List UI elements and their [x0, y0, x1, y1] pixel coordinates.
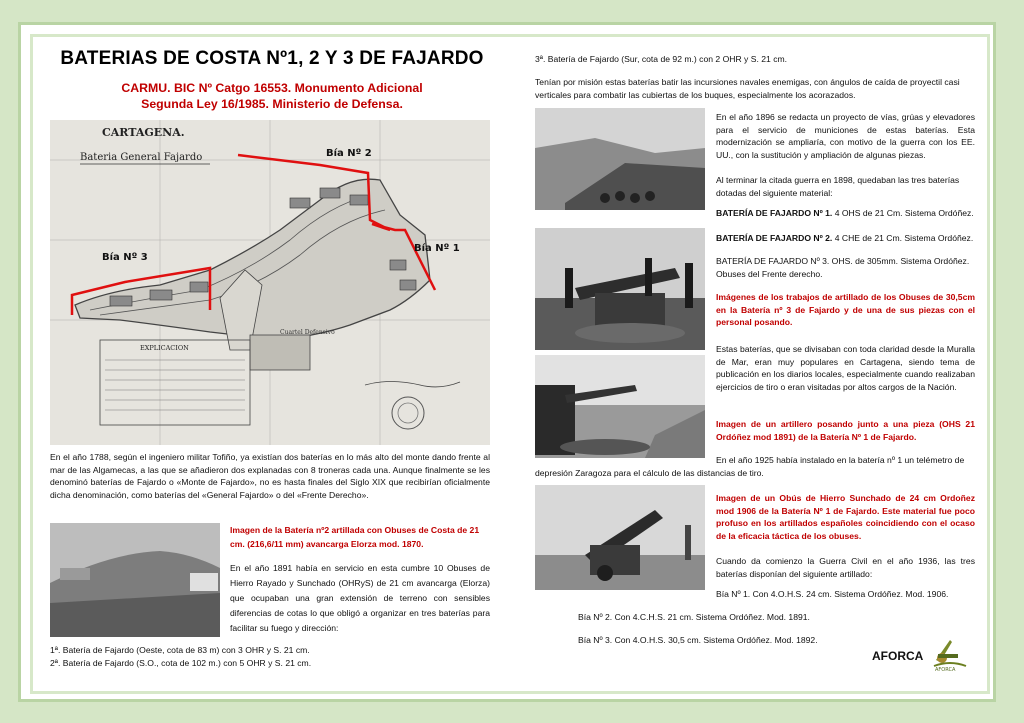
- historic-map-image: [50, 120, 490, 445]
- caption-obus-24cm: Imagen de un Obús de Hierro Sunchado de 24 cm Ordoñez mod 1906 de la Batería Nº 1 de Fajardo. Este material fue poco profuso en los artillados españoles coincidiendo con el ocaso de la eficacia táctica de los obuses.: [716, 493, 975, 541]
- paragraph-1891: En el año 1891 había en servicio en esta cumbre 10 Obuses de Hierro Rayado y Sunchado (OHRyS) de 21 cm avancarga (Elorza) que ocupaban una gran extensión de terreno con sensibles diferencias de cotas lo que obligó a organizar en tres baterías para facilitar su fuego y dirección:: [230, 563, 490, 633]
- aforca-emblem-icon: [930, 632, 970, 672]
- caption-artillero: Imagen de un artillero posando junto a una pieza (OHS 21 Ordóñez mod 1891) de la Batería Nº 1 de Fajardo.: [716, 419, 975, 442]
- munitions-photo: [535, 108, 705, 210]
- paragraph-1936: Cuando da comienzo la Guerra Civil en el año 1936, las tres baterías disponían del siguiente artillado:: [716, 556, 975, 579]
- subtitle-line-2: Segunda Ley 16/1985. Ministerio de Defensa.: [141, 97, 403, 111]
- material-battery-1-text: 4 OHS de 21 Cm. Sistema Ordóñez.: [832, 208, 974, 218]
- obus-305-crew-photo: [535, 228, 705, 350]
- material-battery-2: [716, 232, 975, 245]
- subtitle-line-1: CARMU. BIC Nº Catgo 16553. Monumento Adicional: [121, 81, 423, 95]
- page-subtitle: [102, 80, 442, 112]
- artillero-photo: [535, 355, 705, 458]
- battery-3-line: 3ª. Batería de Fajardo (Sur, cota de 92 m.) con 2 OHR y S. 21 cm.: [535, 54, 788, 64]
- emblem-text: AFORCA: [935, 667, 956, 672]
- battery-2-line: 2ª. Batería de Fajardo (S.O., cota de 102 m.) con 5 OHR y S. 21 cm.: [50, 658, 312, 668]
- paragraph-1898: Al terminar la citada guerra en 1898, quedaban las tres baterías dotadas del siguiente material:: [716, 175, 960, 198]
- map-heading: CARTAGENA.: [102, 126, 185, 139]
- battery-1-line: 1ª. Batería de Fajardo (Oeste, cota de 83 m) con 3 OHR y S. 21 cm.: [50, 645, 310, 655]
- material-battery-2-text: 4 CHE de 21 Cm. Sistema Ordóñez.: [832, 233, 974, 243]
- map-cuartel-label: Cuartel Defensivo: [280, 329, 335, 336]
- map-label-bia1: Bía Nº 1: [414, 243, 460, 254]
- aforca-logo-text: AFORCA: [872, 649, 924, 663]
- caption-305-works: Imágenes de los trabajos de artillado de los Obuses de 30,5cm en la Batería nº 3 de Fajardo y de una de sus piezas con el personal posando.: [716, 292, 975, 327]
- map-label-bia3: Bía Nº 3: [102, 252, 148, 263]
- map-legend-title: EXPLICACION: [140, 344, 189, 352]
- civil-war-bia-3: Bía Nº 3. Con 4.O.H.S. 30,5 cm. Sistema Ordóñez. Mod. 1892.: [578, 635, 818, 645]
- intro-paragraph: En el año 1788, según el ingeniero militar Tofiño, ya existían dos baterías en lo más alto del monte dando frente al mar de las Algamecas, a las que se añadieron dos explanadas con 8 troneras cada una. Aunque finalmente se les denominó baterías de Fajardo o «Monte de Fajardo», no es hasta finales del Siglo XIX que recibirían oficialmente dicha denominación, como baterías del «General Fajardo» o del «Frente Derecho».: [50, 452, 490, 500]
- civil-war-bia-1: Bía Nº 1. Con 4.O.H.S. 24 cm. Sistema Ordóñez. Mod. 1906.: [716, 589, 949, 599]
- material-battery-3: BATERÍA DE FAJARDO Nº 3. OHS. de 305mm. Sistema Ordóñez. Obuses del Frente derecho.: [716, 256, 970, 279]
- paragraph-1896: En el año 1896 se redacta un proyecto de vías, grúas y elevadores para el servicio de municiones de estas baterías. Esta modernización se ampliaría, con motivo de la guerra con los EE. UU., con la sustitución y ampliación de algunas piezas.: [716, 112, 975, 160]
- material-battery-1: [716, 207, 975, 220]
- paragraph-1925-a: En el año 1925 había instalado en la batería nº 1 un telémetro de: [716, 455, 965, 465]
- civil-war-bia-2: Bía Nº 2. Con 4.C.H.S. 21 cm. Sistema Ordóñez. Mod. 1891.: [578, 612, 810, 622]
- battery-2-photo: [50, 523, 220, 637]
- paragraph-1925-b: depresión Zaragoza para el cálculo de las distancias de tiro.: [535, 468, 764, 478]
- material-battery-1-label: BATERÍA DE FAJARDO Nº 1.: [716, 208, 833, 218]
- map-label-bia2: Bía Nº 2: [326, 148, 372, 159]
- material-battery-2-label: BATERÍA DE FAJARDO Nº 2.: [716, 233, 833, 243]
- page-title: BATERIAS DE COSTA Nº1, 2 Y 3 DE FAJARDO: [60, 48, 484, 69]
- obus-24cm-photo: [535, 485, 705, 590]
- caption-battery-2: Imagen de la Batería nº2 artillada con Obuses de Costa de 21 cm. (216,6/11 mm) avancarga Elorza mod. 1870.: [230, 525, 480, 549]
- mission-paragraph: Tenían por misión estas baterías batir las incursiones navales enemigas, con ángulos de caída de proyectil casi verticales para combatir las cubiertas de los buques, especialmente los acorazados.: [535, 77, 960, 100]
- popularity-paragraph: Estas baterías, que se divisaban con toda claridad desde la Muralla de Mar, eran muy populares en Cartagena, siendo tema de publicación en los diarios locales, especialmente cuando realizaban ejercicios de tiro o eran visitadas por altos cargos de la Nación.: [716, 344, 975, 392]
- map-plan-title: Bateria General Fajardo: [80, 152, 203, 163]
